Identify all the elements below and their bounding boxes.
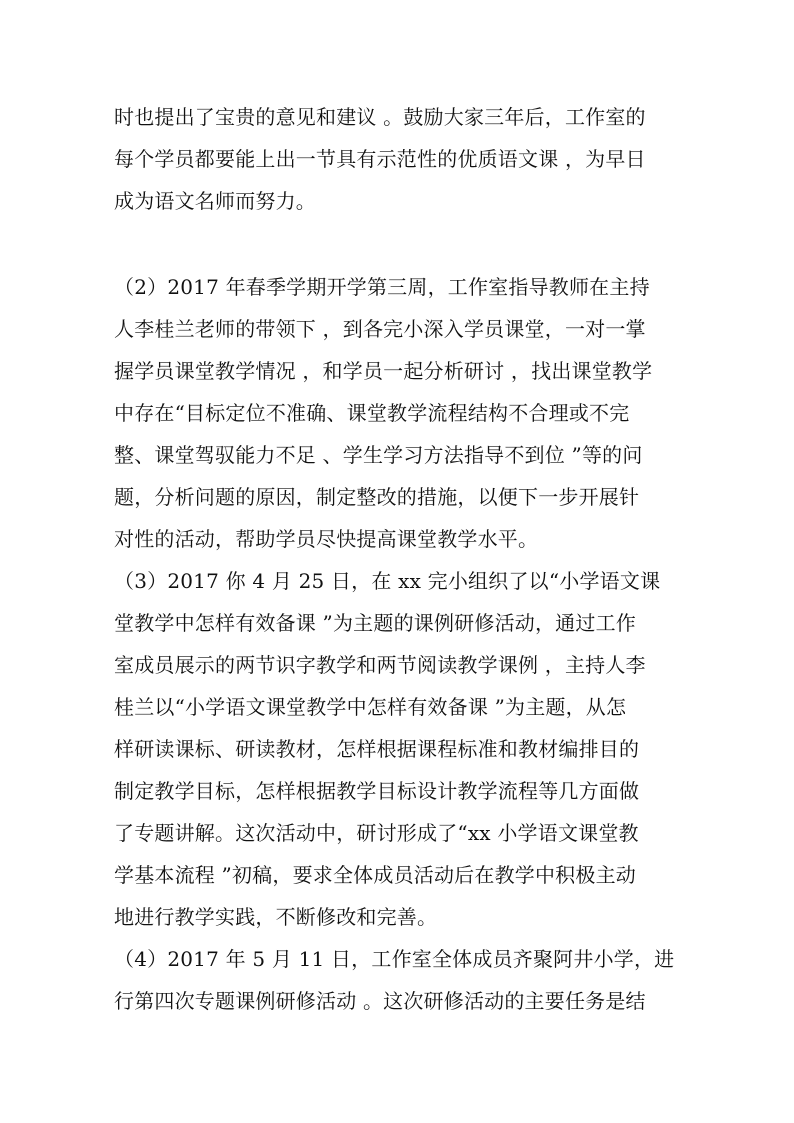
paragraph-3 <box>114 560 714 938</box>
text-line: 行第四次专题课例研修活动 。这次研修活动的主要任务是结 <box>114 989 646 1013</box>
text-line: 学基本流程 ”初稿，要求全体成员活动后在教学中积极主动 <box>114 863 636 887</box>
paragraph-1 <box>114 96 714 222</box>
text-line: （2）2017 年春季学期开学第三周，工作室指导教师在主持 <box>114 275 650 299</box>
text-line: 桂兰以“小学语文课堂教学中怎样有效备课 ”为主题，从怎 <box>114 695 627 719</box>
text-line: 地进行教学实践，不断修改和完善。 <box>114 905 438 929</box>
text-line: （3）2017 你 4 月 25 日，在 xx 完小组织了以“小学语文课 <box>114 569 661 593</box>
text-line: 室成员展示的两节识字教学和两节阅读教学课例 ，主持人李 <box>114 653 646 677</box>
paragraph-4 <box>114 938 714 1022</box>
text-line: 握学员课堂教学情况 ，和学员一起分析研讨 ，找出课堂教学 <box>114 359 653 383</box>
text-line: 样研读课标、研读教材，怎样根据课程标准和教材编排目的 <box>114 737 640 761</box>
text-line: 制定教学目标，怎样根据教学目标设计教学流程等几方面做 <box>114 779 640 803</box>
text-line: 时也提出了宝贵的意见和建议 。鼓励大家三年后，工作室的 <box>114 105 646 129</box>
text-line: 每个学员都要能上出一节具有示范性的优质语文课 ，为早日 <box>114 147 646 171</box>
text-line: 了专题讲解。这次活动中，研讨形成了“xx 小学语文课堂教 <box>114 821 639 845</box>
text-line: 题，分析问题的原因，制定整改的措施，以便下一步开展针 <box>114 485 640 509</box>
text-line: （4）2017 年 5 月 11 日，工作室全体成员齐聚阿井小学，进 <box>114 947 675 971</box>
text-line: 人李桂兰老师的带领下 ，到各完小深入学员课堂，一对一掌 <box>114 317 646 341</box>
text-line: 成为语文名师而努力。 <box>114 189 316 213</box>
text-line: 整、课堂驾驭能力不足 、学生学习方法指导不到位 ”等的问 <box>114 443 643 467</box>
text-line: 对性的活动，帮助学员尽快提高课堂教学水平。 <box>114 527 539 551</box>
text-line: 中存在“目标定位不准确、课堂教学流程结构不合理或不完 <box>114 401 630 425</box>
paragraph-2 <box>114 266 714 560</box>
text-line: 堂教学中怎样有效备课 ”为主题的课例研修活动，通过工作 <box>114 611 636 635</box>
